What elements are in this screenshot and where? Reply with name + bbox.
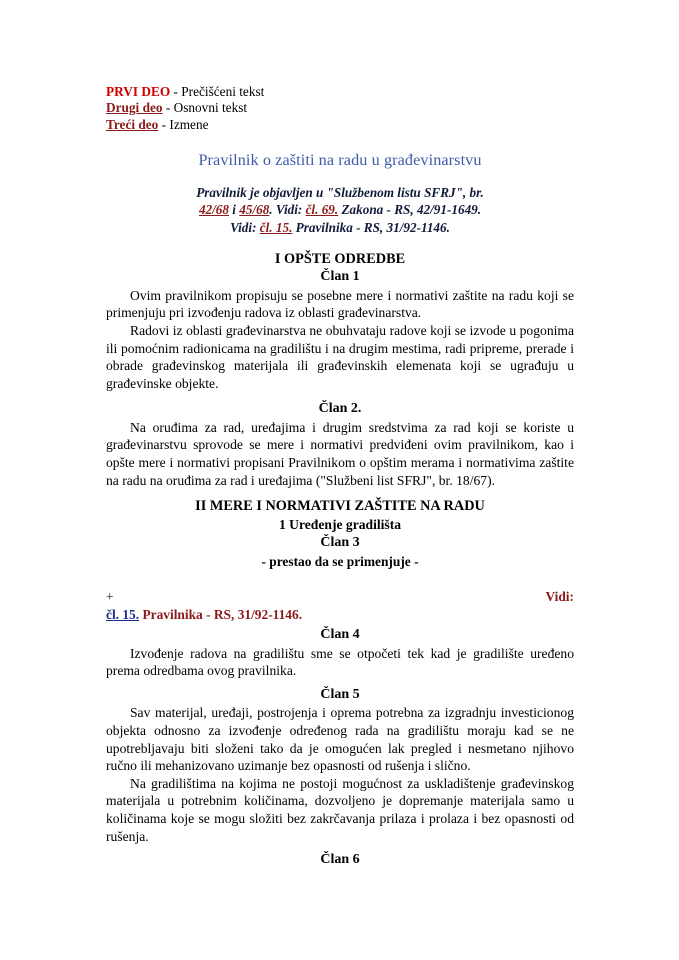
note-clan-3-repealed: - prestao da se primenjuje -	[261, 553, 419, 569]
part-item-drugi-deo	[106, 100, 574, 116]
heading-section-i: I OPŠTE ODREDBE	[274, 250, 406, 267]
paragraph-clan-5-1: Sav materijal, uređaji, postrojenja i oprema potrebna za izgradnju investicionog objekta odnosno za izvođenje određenog rada na gradilištu moraju kad se ne upotrebljavaju biti složeni tako da je omogućen lak pregled i nesmetano njihovo ručno ili mehanizovano uzimanje bez opasnosti od rušenja i slično.	[106, 705, 574, 774]
paragraph-clan-1-2: Radovi iz oblasti građevinarstva ne obuhvataju radove koji se izvode u pogonima ili pomoćnim radionicama na gradilištu i na drugim mestima, radi pripreme, prerade i obrade građevinskog materijala ili građevinskih elemenata koji se ugrađuju u građevinske objekte.	[106, 323, 574, 391]
publication-line-3-tail: Pravilnika - RS, 31/92-1146.	[292, 219, 450, 235]
part-item-treci-deo	[106, 117, 574, 133]
heading-clan-6: Član 6	[320, 852, 360, 868]
document-parts-list	[106, 84, 574, 133]
paragraph-clan-1-1: Ovim pravilnikom propisuju se posebne mere i normativi zaštite na radu koji se primenjuju pri izvođenju radova iz oblasti građevinarstva.	[106, 287, 574, 321]
part-rest-treci-deo: - Izmene	[158, 116, 209, 132]
expand-plus-marker[interactable]: +	[106, 589, 114, 605]
heading-clan-4: Član 4	[320, 627, 360, 643]
heading-section-ii: II MERE I NORMATIVI ZAŠTITE NA RADU	[195, 498, 485, 515]
heading-subsection-1: 1 Uređenje gradilišta	[278, 516, 402, 532]
part-link-drugi-deo[interactable]: Drugi deo	[106, 100, 163, 116]
vidi-reference-link-clan-15[interactable]: čl. 15.	[106, 606, 140, 622]
part-item-prvi-deo	[106, 84, 574, 100]
publication-link-45-68[interactable]: 45/68	[239, 202, 270, 218]
publication-link-clan-69[interactable]: čl. 69.	[305, 202, 339, 218]
part-label-prvi-deo: PRVI DEO	[106, 84, 171, 99]
publication-tail-2: Zakona - RS, 42/91-1649.	[338, 202, 482, 218]
publication-line-1: Pravilnik je objavljen u "Službenom listu SFRJ", br.	[196, 185, 484, 201]
heading-clan-3: Član 3	[320, 535, 360, 551]
part-link-treci-deo[interactable]: Treći deo	[106, 116, 159, 132]
page-title: Pravilnik o zaštiti na radu u građevinarstvu	[198, 151, 482, 170]
paragraph-clan-5-2: Na gradilištima na kojima ne postoji mogućnost za uskladištenje građevinskog materijala u potrebnim količinama, dozvoljeno je dopremanje materijala samo u količinama koje se mogu složiti bez zakrčavanja prilaza i prolaza i bez opasnosti od rušenja.	[106, 775, 574, 844]
heading-clan-5: Član 5	[320, 686, 360, 702]
publication-mid-2: . Vidi:	[269, 202, 306, 218]
document-content	[106, 84, 574, 870]
vidi-label: Vidi:	[545, 589, 574, 605]
heading-clan-2: Član 2.	[318, 401, 362, 417]
part-rest-drugi-deo: - Osnovni tekst	[162, 100, 248, 116]
publication-info	[106, 184, 574, 236]
publication-line-3-prefix: Vidi:	[230, 219, 260, 235]
vidi-reference	[106, 606, 574, 624]
heading-clan-1: Član 1	[320, 269, 360, 285]
publication-link-42-68[interactable]: 42/68	[198, 202, 229, 218]
vidi-row	[106, 588, 574, 606]
paragraph-clan-2-1: Na oruđima za rad, uređajima i drugim sredstvima za rad koji se koriste u građevinarstvu sprovode se mere i normativi predviđeni ovim pravilnikom, kao i opšte mere i normativi propisani Pravilnikom o opštim merama i normativima zaštite na radu na oruđima za rad i uređajima ("Službeni list SFRJ", br. 18/67).	[106, 419, 574, 488]
paragraph-clan-4-1: Izvođenje radova na gradilištu sme se otpočeti tek kad je gradilište uređeno prema odredbama ovog pravilnika.	[106, 645, 574, 679]
publication-link-clan-15[interactable]: čl. 15.	[259, 219, 293, 235]
part-rest-prvi-deo: - Prečišćeni tekst	[170, 84, 265, 99]
vidi-reference-tail: Pravilnika - RS, 31/92-1146.	[139, 606, 303, 622]
publication-mid-1: i	[228, 202, 240, 218]
